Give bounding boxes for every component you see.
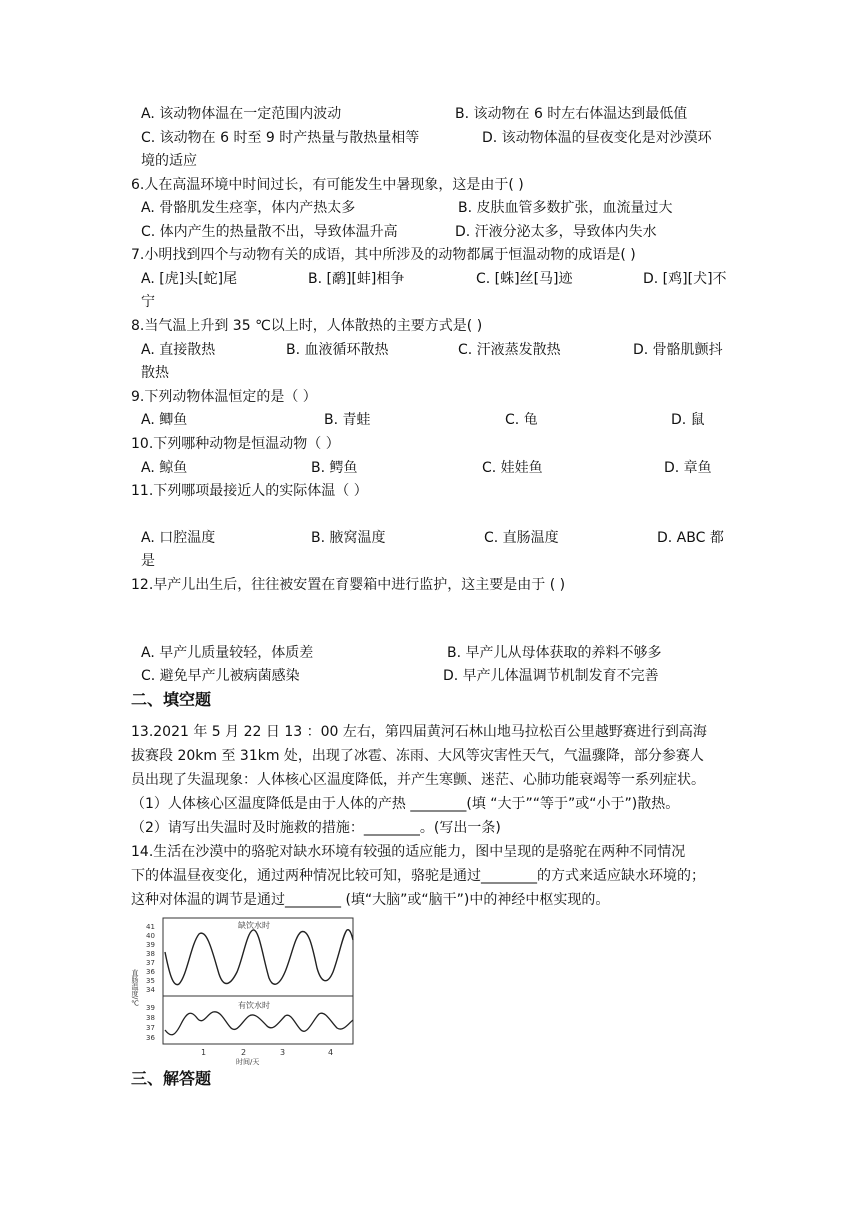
section-heading-answer: 三、解答题 bbox=[131, 1069, 212, 1088]
q8-option-a: A. 直接散热 bbox=[141, 342, 216, 358]
q10-option-c: C. 娃娃鱼 bbox=[482, 460, 543, 476]
q6-stem: 6.人在高温环境中时间过长，有可能发生中暑现象，这是由于( ) bbox=[131, 177, 524, 193]
q7-option-c: C. [蛛]丝[马]迹 bbox=[476, 271, 573, 287]
q6-option-c: C. 体内产生的热量散不出，导致体温升高 bbox=[141, 224, 398, 240]
q7-stem: 7.小明找到四个与动物有关的成语，其中所涉及的动物都属于恒温动物的成语是( ) bbox=[131, 247, 636, 263]
x-tick: 1 bbox=[201, 1048, 207, 1057]
top-tick: 34 bbox=[146, 986, 155, 994]
bottom-tick: 39 bbox=[146, 1004, 155, 1012]
q11-option-d: D. ABC 都 bbox=[657, 530, 724, 546]
q14-line-1: 14.生活在沙漠中的骆驼对缺水环境有较强的适应能力，图中呈现的是骆驼在两种不同情况 bbox=[131, 844, 686, 860]
x-tick: 2 bbox=[241, 1048, 247, 1057]
top-tick: 40 bbox=[146, 932, 155, 940]
q7-option-b: B. [鹬][蚌]相争 bbox=[308, 271, 405, 287]
q8-option-b: B. 血液循环散热 bbox=[286, 342, 389, 358]
q7-option-d-cont: 宁 bbox=[141, 294, 155, 310]
q12-option-d: D. 早产儿体温调节机制发育不完善 bbox=[443, 668, 659, 684]
hydrated-temperature-curve bbox=[165, 1012, 353, 1035]
q6-option-d: D. 汗液分泌太多，导致体内失水 bbox=[455, 224, 657, 240]
q9-option-d: D. 鼠 bbox=[671, 412, 705, 428]
bottom-tick: 37 bbox=[146, 1024, 155, 1032]
bottom-tick: 36 bbox=[146, 1034, 155, 1042]
x-tick: 4 bbox=[328, 1048, 334, 1057]
top-panel-label: 缺饮水时 bbox=[238, 921, 270, 930]
q5-option-d-cont: 境的适应 bbox=[141, 153, 197, 169]
q5-option-b: B. 该动物在 6 时左右体温达到最低值 bbox=[455, 106, 688, 122]
q9-option-b: B. 青蛙 bbox=[324, 412, 371, 428]
q13-subquestion-2: （2）请写出失温时及时施救的措施：________。(写出一条) bbox=[131, 820, 501, 836]
q11-option-b: B. 腋窝温度 bbox=[311, 530, 386, 546]
q11-stem: 11.下列哪项最接近人的实际体温（ ） bbox=[131, 483, 368, 499]
q12-option-c: C. 避免早产儿被病菌感染 bbox=[141, 668, 300, 684]
q12-option-b: B. 早产儿从母体获取的养料不够多 bbox=[447, 645, 662, 661]
bottom-tick: 38 bbox=[146, 1014, 155, 1022]
q13-line-3: 员出现了失温现象：人体核心区温度降低，并产生寒颤、迷茫、心肺功能衰竭等一系列症状。 bbox=[131, 772, 705, 788]
q5-option-a: A. 该动物体温在一定范围内波动 bbox=[141, 106, 342, 122]
q13-line-2: 拔赛段 20km 至 31km 处，出现了冰雹、冻雨、大风等灾害性天气，气温骤降，部分参赛人 bbox=[131, 748, 704, 764]
q13-line-1: 13.2021 年 5 月 22 日 13 ：00 左右，第四届黄河石林山地马拉松百公里越野赛进行到高海 bbox=[131, 724, 707, 740]
q11-option-c: C. 直肠温度 bbox=[484, 530, 559, 546]
q8-stem: 8.当气温上升到 35 ℃以上时，人体散热的主要方式是( ) bbox=[131, 318, 483, 334]
q11-option-d-cont: 是 bbox=[141, 553, 155, 569]
q12-option-a: A. 早产儿质量较轻，体质差 bbox=[141, 645, 314, 661]
q8-option-d-cont: 散热 bbox=[141, 365, 169, 381]
x-tick: 3 bbox=[280, 1048, 286, 1057]
camel-temperature-figure bbox=[133, 914, 363, 1064]
top-tick: 41 bbox=[146, 923, 155, 931]
q10-option-d: D. 章鱼 bbox=[664, 460, 712, 476]
top-tick: 36 bbox=[146, 968, 155, 976]
q5-option-c: C. 该动物在 6 时至 9 时产热量与散热量相等 bbox=[141, 130, 420, 146]
top-tick: 38 bbox=[146, 950, 155, 958]
q5-option-d: D. 该动物体温的昼夜变化是对沙漠环 bbox=[482, 130, 712, 146]
q9-option-c: C. 龟 bbox=[505, 412, 538, 428]
q10-option-b: B. 鳄鱼 bbox=[311, 460, 358, 476]
q9-option-a: A. 鲫鱼 bbox=[141, 412, 188, 428]
q7-option-a: A. [虎]头[蛇]尾 bbox=[141, 271, 238, 287]
top-tick: 37 bbox=[146, 959, 155, 967]
q6-option-b: B. 皮肤血管多数扩张，血流量过大 bbox=[458, 200, 673, 216]
top-tick: 39 bbox=[146, 941, 155, 949]
q14-line-3: 这种对体温的调节是通过________ (填“大脑”或“脑干”)中的神经中枢实现的。 bbox=[131, 892, 610, 908]
q10-option-a: A. 鲸鱼 bbox=[141, 460, 188, 476]
q12-stem: 12.早产儿出生后，往往被安置在育婴箱中进行监护，这主要是由于 ( ) bbox=[131, 577, 566, 593]
q10-stem: 10.下列哪种动物是恒温动物（ ） bbox=[131, 436, 340, 452]
top-tick: 35 bbox=[146, 977, 155, 985]
q6-option-a: A. 骨骼肌发生痉挛，体内产热太多 bbox=[141, 200, 356, 216]
q7-option-d: D. [鸡][犬]不 bbox=[643, 271, 727, 287]
q8-option-d: D. 骨骼肌颤抖 bbox=[633, 342, 723, 358]
q14-line-2: 下的体温昼夜变化，通过两种情况比较可知，骆驼是通过________的方式来适应缺水环境的； bbox=[131, 868, 705, 884]
q9-stem: 9.下列动物体温恒定的是（ ） bbox=[131, 389, 317, 405]
q8-option-c: C. 汗液蒸发散热 bbox=[458, 342, 561, 358]
section-heading-fill-in: 二、填空题 bbox=[131, 690, 212, 709]
dehydrated-temperature-curve bbox=[165, 930, 353, 985]
y-axis-label: 直肠温度/℃ bbox=[131, 969, 139, 1008]
x-axis-label: 时间/天 bbox=[236, 1058, 260, 1066]
bottom-panel-label: 有饮水时 bbox=[238, 1001, 270, 1010]
q11-option-a: A. 口腔温度 bbox=[141, 530, 216, 546]
q13-subquestion-1: （1）人体核心区温度降低是由于人体的产热 ________(填 “大于”“等于”或“小于”)散热。 bbox=[131, 796, 680, 812]
